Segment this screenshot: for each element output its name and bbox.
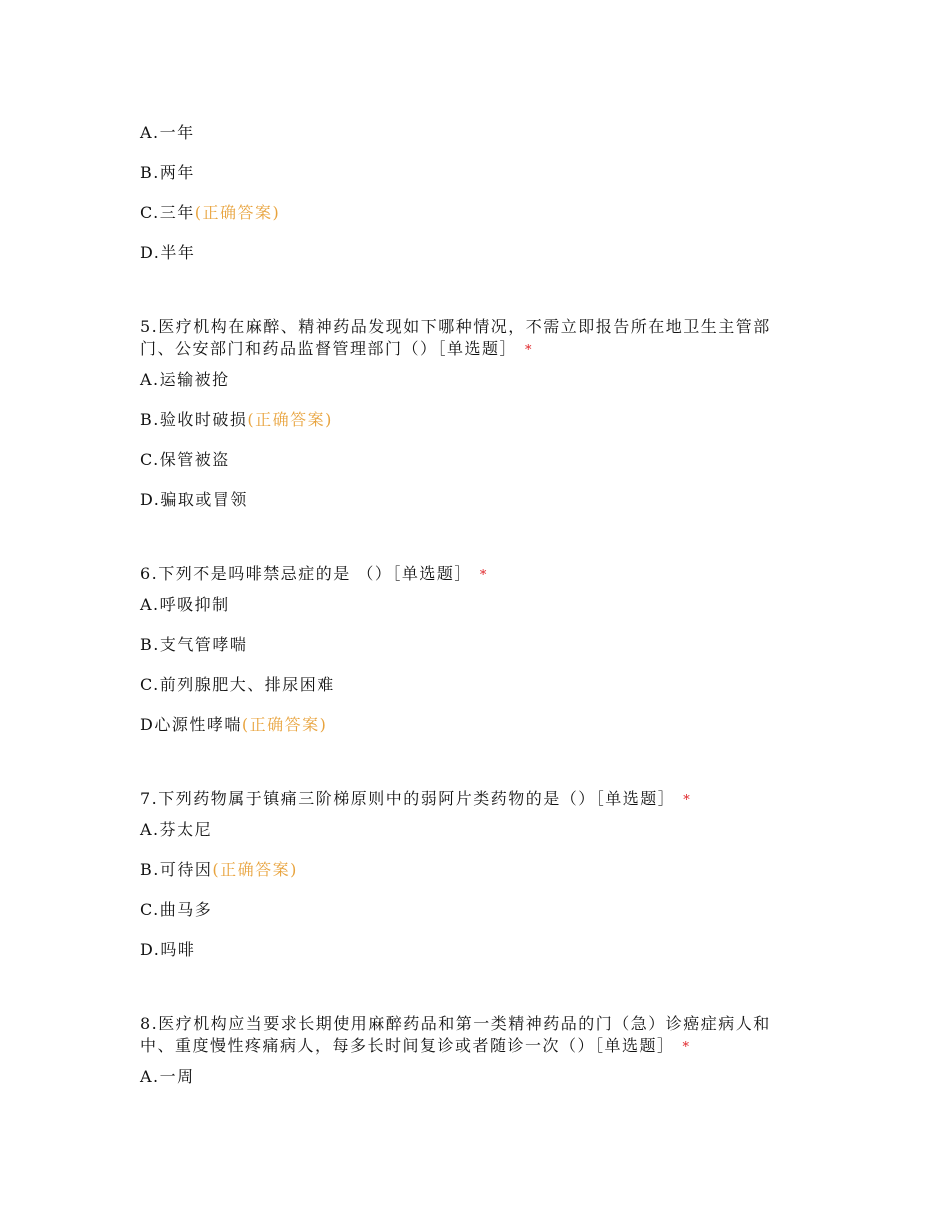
question-5-line-1: 5.医疗机构在麻醉、精神药品发现如下哪种情况，不需立即报告所在地卫生主管部 <box>140 317 771 336</box>
question-8-line-1: 8.医疗机构应当要求长期使用麻醉药品和第一类精神药品的门（急）诊癌症病人和 <box>140 1014 771 1033</box>
q4-option-a: A.一年 <box>140 123 195 142</box>
question-7 <box>140 788 830 812</box>
q6-option-a: A.呼吸抑制 <box>140 595 230 614</box>
q8-option-a: A.一周 <box>140 1067 195 1086</box>
question-6-line-1: 6.下列不是吗啡禁忌症的是 （）［单选题］ * <box>140 564 488 583</box>
question-8-line-2: 中、重度慢性疼痛病人，每多长时间复诊或者随诊一次（）［单选题］ * <box>140 1036 691 1055</box>
required-mark: * <box>682 1040 691 1055</box>
q5-option-d: D.骗取或冒领 <box>140 490 248 509</box>
q7-option-c: C.曲马多 <box>140 900 213 919</box>
q6-option-d: D心源性哮喘(正确答案) <box>140 715 328 734</box>
question-7-line-1: 7.下列药物属于镇痛三阶梯原则中的弱阿片类药物的是（）［单选题］ * <box>140 789 692 808</box>
correct-answer-label: (正确答案) <box>212 860 298 879</box>
q5-option-c: C.保管被盗 <box>140 450 230 469</box>
q7-option-d: D.吗啡 <box>140 940 196 959</box>
question-5-line-2: 门、公安部门和药品监督管理部门（）［单选题］ * <box>140 339 534 358</box>
q4-option-d: D.半年 <box>140 243 196 262</box>
required-mark: * <box>525 343 534 358</box>
q5-option-b: B.验收时破损(正确答案) <box>140 410 333 429</box>
question-5 <box>140 316 830 362</box>
q7-option-a: A.芬太尼 <box>140 820 213 839</box>
correct-answer-label: (正确答案) <box>241 715 328 734</box>
question-6 <box>140 563 830 587</box>
q4-option-c: C.三年(正确答案) <box>140 203 281 222</box>
question-8 <box>140 1013 830 1059</box>
correct-answer-label: (正确答案) <box>247 410 333 429</box>
required-mark: * <box>683 793 692 808</box>
q6-option-c: C.前列腺肥大、排尿困难 <box>140 675 335 694</box>
required-mark: * <box>479 568 488 583</box>
q6-option-b: B.支气管哮喘 <box>140 635 248 654</box>
q5-option-a: A.运输被抢 <box>140 370 230 389</box>
q4-option-b: B.两年 <box>140 163 195 182</box>
q7-option-b: B.可待因(正确答案) <box>140 860 298 879</box>
correct-answer-label: (正确答案) <box>194 203 281 222</box>
